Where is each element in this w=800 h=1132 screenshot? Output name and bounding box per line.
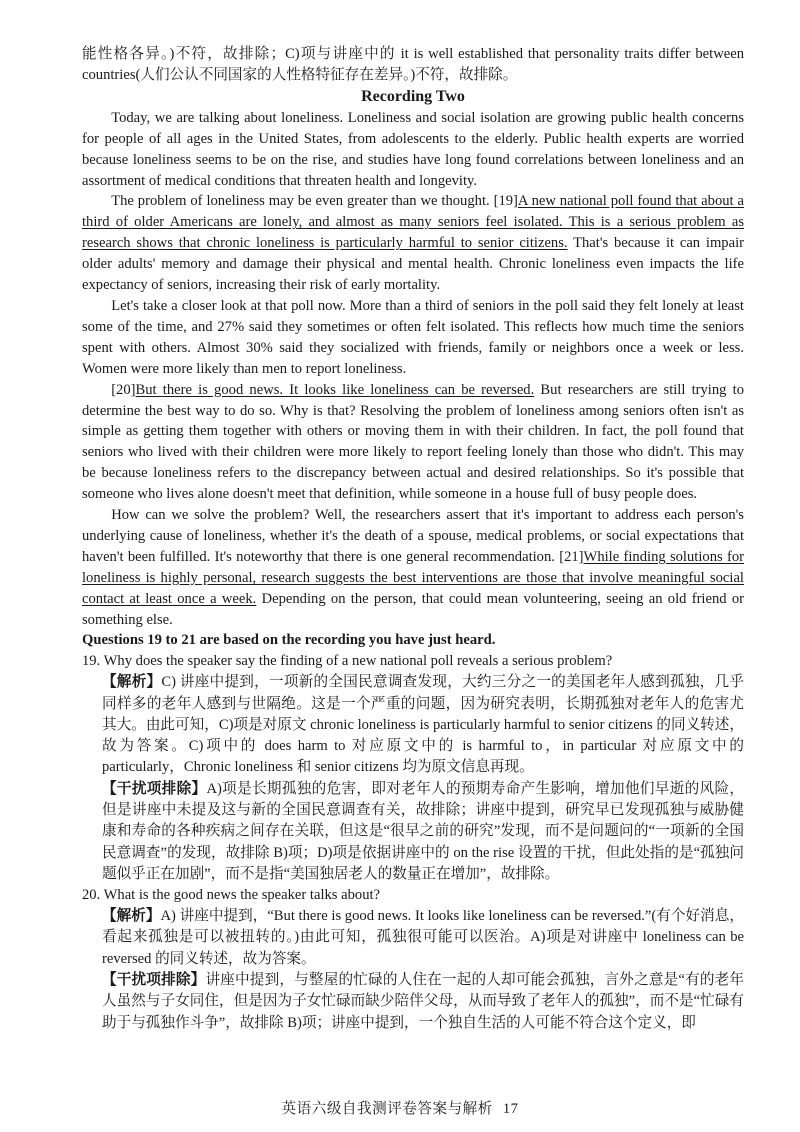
intro-text-end: (人们公认不同国家的人性格特征存在差异。)不符，故排除。 (135, 66, 518, 83)
question-20: 20. What is the good news the speaker talks about? (82, 887, 381, 904)
q20-analysis: 【解析】A) 讲座中提到，“But there is good news. It looks like loneliness can be reversed.”(有个好消息，看起来孤独是可以被扭转的。)由此可知，孤独很可能可以医治。A)项是对讲座中 loneliness can be reversed 的同义转述，故为答案。 (102, 908, 744, 967)
q20-distractors: 【干扰项排除】讲座中提到，与整屋的忙碌的人住在一起的人却可能会孤独，言外之意是“有的老年人虽然与子女同住，但是因为子女忙碌而缺少陪伴父母，从而导致了老年人的孤独”，而不是“忙碌有助于与孤独作斗争”，故排除 B)项；讲座中提到，一个独自生活的人可能不符合这个定义，即 (102, 972, 744, 1031)
question-20-explanation (82, 906, 744, 1034)
q19-analysis: 【解析】C) 讲座中提到，一项新的全国民意调查发现，大约三分之一的美国老年人感到孤独，几乎同样多的老年人感到与世隔绝。这是一个严重的问题，因为研究表明，长期孤独对老年人的危害尤其大。由此可知，C)项是对原文 chronic loneliness is particularly harmful to senior citizens 的同义转述，故为答案。C)项中的 does harm to 对应原文中的 is harmful to，in particular 对应原文中的 particularly，Chronic loneliness 和 senior citizens 均为原文信息再现。 (102, 674, 744, 776)
transcript-paragraph-5 (82, 505, 744, 630)
underlined-key-sentence-20: But there is good news. It looks like loneliness can be reversed. (135, 381, 535, 398)
question-19: 19. Why does the speaker say the finding of a new national poll reveals a serious problem? (82, 653, 613, 670)
underlined-key-sentence-21: While finding solutions for loneliness is highly personal, research suggests the best interventions are those that involve meaningful social contact at least once a week. (82, 548, 744, 607)
transcript-paragraph-3: Let's take a closer look at that poll now. More than a third of seniors in the poll said they felt lonely at least some of the time, and 27% said they sometimes or often felt isolated. This reflects how much time the seniors spent with others. Almost 30% said they socialized with friends, family or neighbors once a week or less. Women were more likely than men to report loneliness. (82, 297, 744, 377)
intro-quote: it is well established that personality traits differ between countries (82, 46, 744, 83)
document-page (82, 44, 744, 1034)
questions-heading: Questions 19 to 21 are based on the recording you have just heard. (82, 632, 496, 649)
page-footer (0, 1097, 800, 1118)
footer-title: 英语六级自我测评卷答案与解析 (281, 1101, 493, 1117)
intro-paragraph (82, 44, 744, 86)
transcript-paragraph-4 (82, 380, 744, 505)
marker-19-text: The problem of loneliness may be even greater than we thought. [19] (111, 193, 518, 210)
underlined-key-sentence-19: A new national poll found that about a third of older Americans are lonely, and almost as many seniors feel isolated. This is a serious problem as research shows that chronic loneliness is particularly harmful to senior citizens. (82, 193, 744, 252)
paragraph-5-rest: Depending on the person, that could mean volunteering, seeing an old friend or something else. (82, 590, 745, 628)
transcript-paragraph-2 (82, 191, 744, 296)
q19-distractors: 【干扰项排除】A)项是长期孤独的危害，即对老年人的预期寿命产生影响，增加他们早逝的风险，但是讲座中未提及这与新的全国民意调查有关，故排除；讲座中提到，研究早已发现孤独与威胁健康和寿命的各种疾病之间存在关联，但这是“很早之前的研究”发现，而不是问题问的“一项新的全国民意调查”的发现，故排除 B)项；D)项是依据讲座中的 on the rise 设置的干扰，但此处指的是“孤独问题似乎正在加剧”，而不是指“美国独居老人的数量正在增加”，故排除。 (102, 780, 744, 882)
transcript-paragraph-1: Today, we are talking about loneliness. Loneliness and social isolation are growing public health concerns for people of all ages in the United States, from adolescents to the elderly. Public health experts are worried because loneliness seems to be on the rise, and studies have long found correlations between loneliness and an assortment of medical conditions that threaten health and longevity. (82, 109, 744, 189)
marker-20: [20] (111, 381, 136, 398)
marker-21-text: How can we solve the problem? Well, the researchers assert that it's important to address each person's underlying cause of loneliness, whether it's the death of a spouse, medical problems, or social expectations that haven't been fulfilled. It's noteworthy that there is one general recommendation. [21] (82, 507, 744, 565)
question-19-explanation (82, 672, 744, 885)
paragraph-2-rest: That's because it can impair older adults' memory and damage their physical and mental health. Chronic loneliness even impacts the life expectancy of seniors, increasing their risk of early mortality. (82, 235, 744, 294)
intro-text: 能性格各异。)不符，故排除；C)项与讲座中的 (82, 46, 401, 62)
paragraph-4-rest: But researchers are still trying to determine the best way to do so. Why is that? Resolving the problem of loneliness among seniors often isn't as simple as getting them together with others or moving them in with their children. In fact, the poll found that seniors who lived with their children were more likely to report feeling lonely than those who didn't. This may be because loneliness refers to the discrepancy between actual and desired relationships. So it's possible that someone who lives alone doesn't meet that definition, while someone in a house full of busy people does. (82, 381, 744, 503)
recording-title: Recording Two (361, 87, 465, 105)
page-number: 17 (502, 1101, 519, 1117)
